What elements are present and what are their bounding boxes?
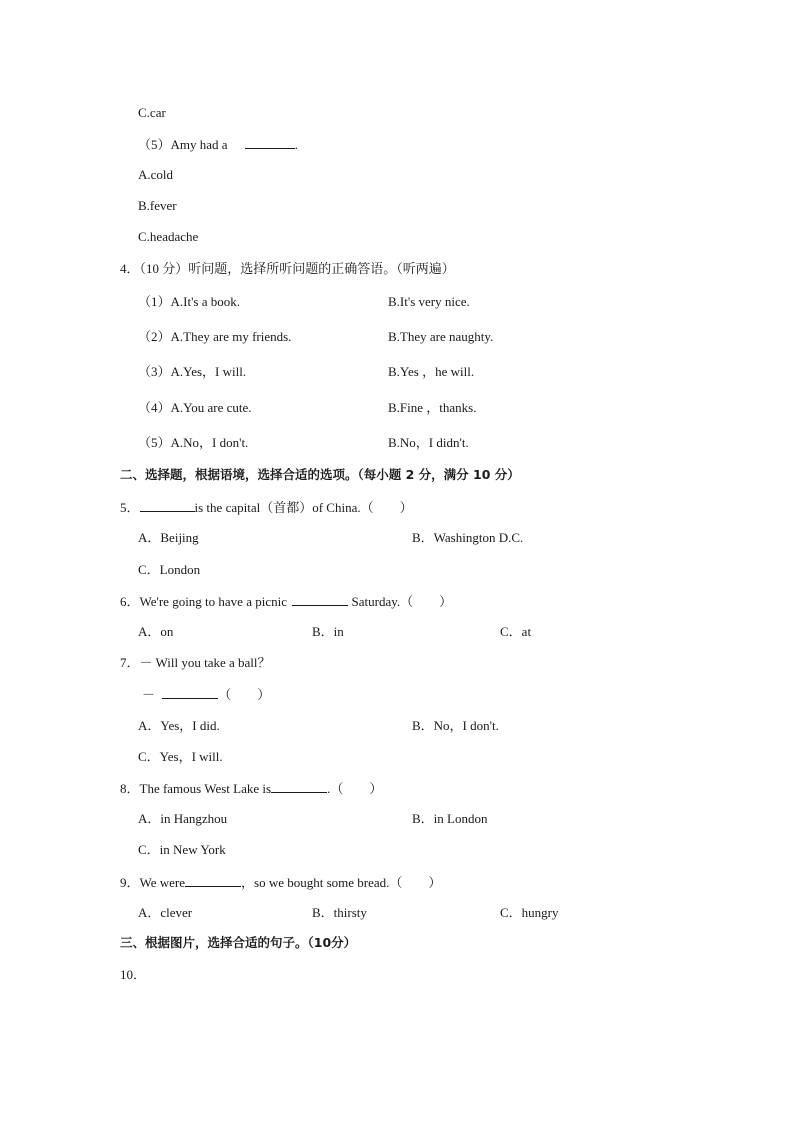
q4-row-4-left: （4）A.You are cute. bbox=[138, 400, 252, 415]
q8-stem bbox=[120, 780, 382, 797]
q4-row-5-left: （5）A.No，I don't. bbox=[138, 435, 249, 450]
q6-option-a: A．on bbox=[138, 624, 174, 639]
q4-row-2-left: （2）A.They are my friends. bbox=[138, 329, 292, 344]
q9-option-c: C．hungry bbox=[500, 905, 559, 920]
q10-number: 10． bbox=[120, 967, 147, 982]
q8-text-before: 8．The famous West Lake is bbox=[120, 781, 272, 796]
q5-number: 5． bbox=[120, 500, 140, 515]
q4-row-4-right: B.Fine ，thanks. bbox=[388, 400, 477, 415]
q3-item5-option-a: A.cold bbox=[138, 167, 174, 182]
q7-option-c: C．Yes，I will. bbox=[138, 749, 223, 764]
q4-row-2-right: B.They are naughty. bbox=[388, 329, 494, 344]
q9-option-a: A．clever bbox=[138, 905, 193, 920]
q5-option-c: C．London bbox=[138, 562, 201, 577]
q9-text-before: 9．We were bbox=[120, 875, 186, 890]
q5-option-a: A．Beijing bbox=[138, 530, 199, 545]
q8-option-b: B．in London bbox=[412, 811, 488, 826]
answer-blank bbox=[271, 780, 327, 793]
q3-item5-suffix: . bbox=[294, 137, 299, 152]
q4-row-1-left: （1）A.It's a book. bbox=[138, 294, 241, 309]
q8-option-a: A．in Hangzhou bbox=[138, 811, 228, 826]
q3-item5-option-b: B.fever bbox=[138, 198, 177, 213]
q3-item4-option-c: C.car bbox=[138, 105, 166, 120]
q3-item5-option-c: C.headache bbox=[138, 229, 199, 244]
q4-row-1-right: B.It's very nice. bbox=[388, 294, 470, 309]
q7-bracket: （ ） bbox=[218, 687, 271, 702]
answer-blank bbox=[292, 593, 348, 606]
q6-stem bbox=[120, 593, 452, 610]
q3-item5-prefix: （5）Amy had a bbox=[138, 137, 228, 152]
q5-stem bbox=[120, 499, 413, 516]
q9-stem bbox=[120, 874, 441, 891]
q6-option-b: B．in bbox=[312, 624, 344, 639]
section-2-heading: 二、选择题，根据语境，选择合适的选项。（每小题 2 分，满分 10 分） bbox=[120, 467, 520, 482]
q5-text: is the capital（首都）of China.（ ） bbox=[194, 500, 413, 515]
q7-option-b: B．No，I don't. bbox=[412, 718, 499, 733]
q8-text-after: .（ ） bbox=[327, 781, 383, 796]
q9-option-b: B．thirsty bbox=[312, 905, 367, 920]
q6-text-before: 6．We're going to have a picnic bbox=[120, 594, 287, 609]
section-3-heading: 三、根据图片，选择合适的句子。（10分） bbox=[120, 935, 357, 950]
q7-stem: 7．－ Will you take a ball？ bbox=[120, 655, 271, 670]
q6-text-after: Saturday.（ ） bbox=[351, 594, 453, 609]
q8-option-c: C．in New York bbox=[138, 842, 226, 857]
q4-row-3-left: （3）A.Yes，I will. bbox=[138, 364, 247, 379]
q5-option-b: B．Washington D.C. bbox=[412, 530, 524, 545]
q4-row-3-right: B.Yes ，he will. bbox=[388, 364, 475, 379]
q9-text-after: ，so we bought some bread.（ ） bbox=[241, 875, 442, 890]
q6-option-c: C．at bbox=[500, 624, 532, 639]
answer-blank bbox=[185, 874, 241, 887]
q7-response bbox=[142, 686, 270, 703]
q7-option-a: A．Yes，I did. bbox=[138, 718, 220, 733]
q3-item5 bbox=[138, 136, 298, 153]
q4-heading: 4．（10 分）听问题，选择所听问题的正确答语。（听两遍） bbox=[120, 261, 455, 276]
answer-blank bbox=[162, 686, 218, 699]
q4-row-5-right: B.No，I didn't. bbox=[388, 435, 469, 450]
answer-blank bbox=[140, 499, 195, 512]
answer-blank bbox=[245, 136, 295, 149]
q7-dash: － bbox=[142, 687, 156, 702]
